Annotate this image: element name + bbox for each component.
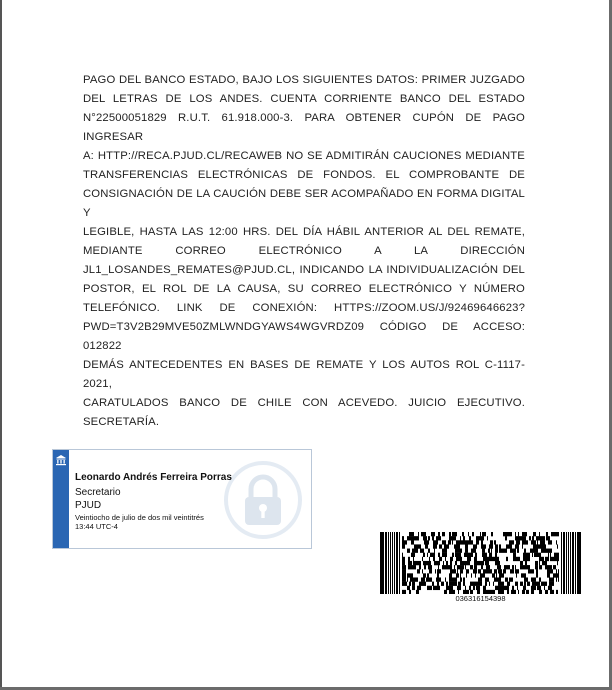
barcode-number: 036316154398 — [455, 594, 506, 603]
barcode-graphic — [380, 532, 581, 594]
body-line: POSTOR, EL ROL DE LA CAUSA, SU CORREO ELECTRÓNICO Y NÚMERO — [83, 283, 525, 295]
signature-time-text: 13:44 UTC-4 — [75, 522, 118, 531]
body-line: N°22500051829 R.U.T. 61.918.000-3. PARA OBTENER CUPÓN DE PAGO INGRESAR — [83, 112, 525, 143]
body-line: PWD=T3V2B29MVE50ZMLWNDGYAWS4WGVRDZ09 CÓDIGO DE ACCESO: 012822 — [83, 321, 525, 352]
body-line: PAGO DEL BANCO ESTADO, BAJO LOS SIGUIENTES DATOS: PRIMER JUZGADO — [83, 74, 525, 86]
body-line: DEMÁS ANTECEDENTES EN BASES DE REMATE Y LOS AUTOS ROL C-1117-2021, — [83, 359, 525, 390]
body-line: JL1_LOSANDES_REMATES@PJUD.CL, INDICANDO LA INDIVIDUALIZACIÓN DEL — [83, 264, 525, 276]
signature-date-text: Veintiocho de julio de dos mil veintitrés — [75, 513, 204, 522]
signature-accent-bar — [53, 450, 69, 548]
page-left-edge — [0, 0, 2, 690]
signer-organization: PJUD — [75, 500, 102, 511]
signature-date — [75, 513, 225, 531]
signer-role: Secretario — [75, 487, 121, 498]
padlock-icon — [223, 460, 303, 540]
body-line: SECRETARÍA. — [83, 416, 160, 428]
body-line: DEL LETRAS DE LOS ANDES. CUENTA CORRIENTE BANCO DEL ESTADO — [83, 93, 525, 105]
courthouse-icon — [55, 454, 67, 466]
document-body — [83, 71, 525, 432]
electronic-signature-box — [52, 449, 312, 549]
body-line: MEDIANTE CORREO ELECTRÓNICO A LA DIRECCIÓN — [83, 245, 525, 257]
body-line: TELEFÓNICO. LINK DE CONEXIÓN: HTTPS://ZOOM.US/J/92469646623? — [83, 302, 525, 314]
pdf417-barcode — [380, 532, 581, 594]
body-line: LEGIBLE, HASTA LAS 12:00 HRS. DEL DÍA HÁBIL ANTERIOR AL DEL REMATE, — [83, 226, 525, 238]
body-line: A: HTTP://RECA.PJUD.CL/RECAWEB NO SE ADMITIRÁN CAUCIONES MEDIANTE — [83, 150, 525, 162]
signer-name: Leonardo Andrés Ferreira Porras — [75, 472, 232, 483]
body-line: CONSIGNACIÓN DE LA CAUCIÓN DEBE SER ACOMPAÑADO EN FORMA DIGITAL Y — [83, 188, 525, 219]
body-line: CARATULADOS BANCO DE CHILE CON ACEVEDO. JUICIO EJECUTIVO. — [83, 397, 525, 409]
body-line: TRANSFERENCIAS ELECTRÓNICAS DE FONDOS. EL COMPROBANTE DE — [83, 169, 525, 181]
